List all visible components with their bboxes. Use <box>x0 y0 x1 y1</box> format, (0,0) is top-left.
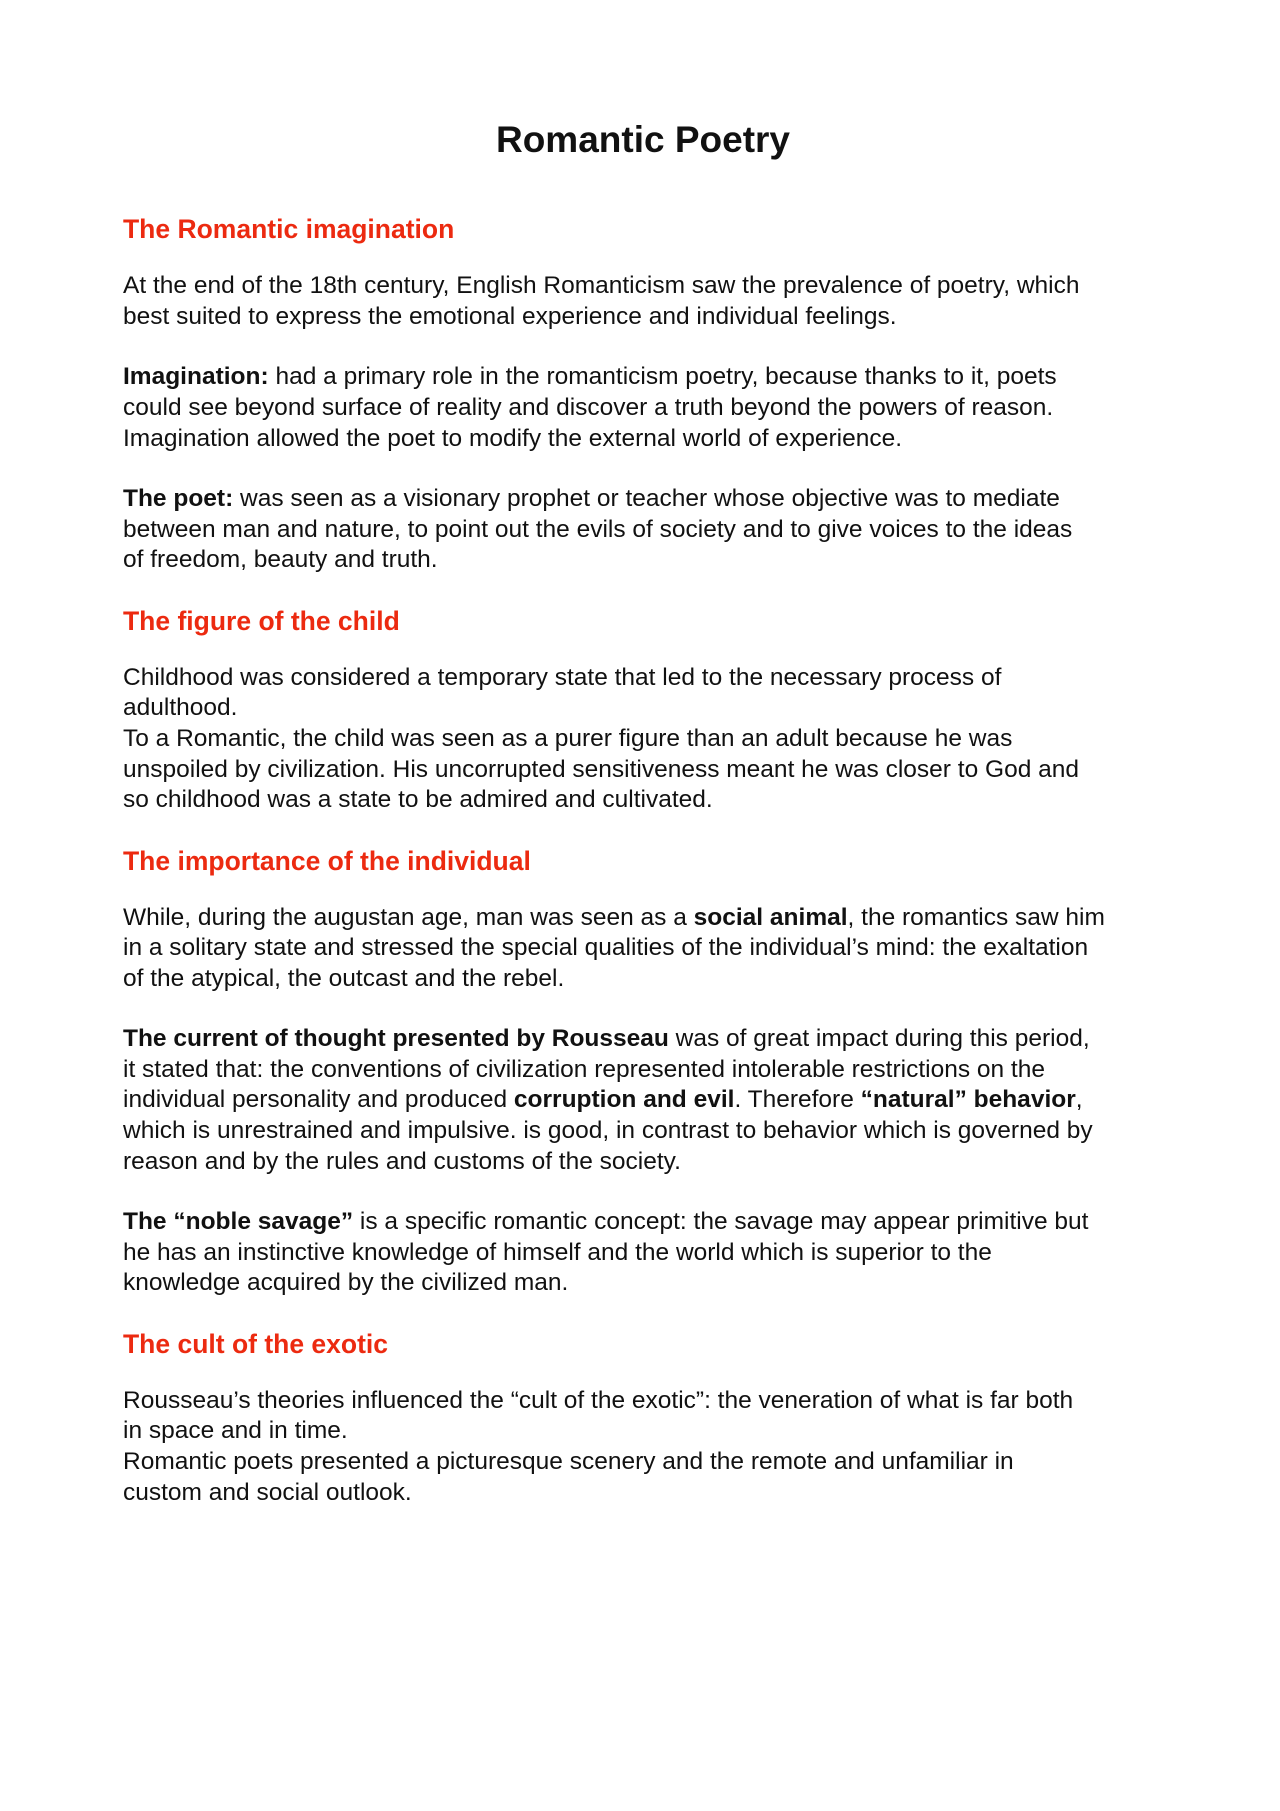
text-line <box>123 362 1183 393</box>
text-line: Imagination allowed the poet to modify the external world of experience. <box>123 424 903 452</box>
text-line <box>123 1207 1183 1238</box>
bold-run: social animal <box>693 903 848 931</box>
text-line: in a solitary state and stressed the special qualities of the individual’s mind: the exaltation <box>123 934 1089 962</box>
text-run: had a primary role in the romanticism poetry, because thanks to it, poets <box>268 363 1057 391</box>
text-line: it stated that: the conventions of civilization represented intolerable restrictions on the <box>123 1055 1045 1083</box>
paragraph-childhood <box>123 663 1183 816</box>
text-line: of freedom, beauty and truth. <box>123 546 438 574</box>
paragraph-poet <box>123 484 1183 576</box>
paragraph-rousseau <box>123 1024 1183 1177</box>
text-line: best suited to express the emotional experience and individual feelings. <box>123 302 897 330</box>
text-line: At the end of the 18th century, English Romanticism saw the prevalence of poetry, which <box>123 272 1080 300</box>
text-line: so childhood was a state to be admired and cultivated. <box>123 786 713 814</box>
text-line: custom and social outlook. <box>123 1478 412 1506</box>
text-line: he has an instinctive knowledge of himself and the world which is superior to the <box>123 1238 992 1266</box>
text-line: adulthood. <box>123 694 238 722</box>
document-title: Romantic Poetry <box>495 119 790 160</box>
paragraph-noble-savage <box>123 1207 1183 1299</box>
text-run: While, during the augustan age, man was seen as a <box>123 903 694 931</box>
text-line: Childhood was considered a temporary state that led to the necessary process of <box>123 663 1002 691</box>
text-line: knowledge acquired by the civilized man. <box>123 1269 569 1297</box>
bold-lead: The poet: <box>123 485 234 513</box>
text-run: was seen as a visionary prophet or teacher whose objective was to mediate <box>233 485 1060 513</box>
text-line: To a Romantic, the child was seen as a purer figure than an adult because he was <box>123 724 1013 752</box>
text-run: is a specific romantic concept: the savage may appear primitive but <box>353 1208 1089 1236</box>
document-page <box>123 118 1183 1538</box>
text-run: , <box>1075 1086 1083 1114</box>
text-line: which is unrestrained and impulsive. is good, in contrast to behavior which is governed by <box>123 1117 1093 1145</box>
text-line: of the atypical, the outcast and the rebel. <box>123 964 565 992</box>
text-run: , the romantics saw him <box>847 903 1105 931</box>
bold-run: “natural” behavior <box>860 1086 1076 1114</box>
text-line: reason and by the rules and customs of the society. <box>123 1147 681 1175</box>
paragraph-imagination <box>123 362 1183 454</box>
text-line: Rousseau’s theories influenced the “cult of the exotic”: the veneration of what is far both <box>123 1386 1074 1414</box>
text-line <box>123 484 1183 515</box>
text-line <box>123 903 1183 934</box>
text-line: between man and nature, to point out the evils of society and to give voices to the ideas <box>123 515 1073 543</box>
bold-lead: The “noble savage” <box>123 1208 354 1236</box>
text-line: unspoiled by civilization. His uncorrupted sensitiveness meant he was closer to God and <box>123 755 1080 783</box>
section-heading-importance-individual: The importance of the individual <box>123 845 531 876</box>
text-run: individual personality and produced <box>123 1086 514 1114</box>
text-line: could see beyond surface of reality and discover a truth beyond the powers of reason. <box>123 393 1054 421</box>
section-heading-figure-of-child: The figure of the child <box>123 605 400 636</box>
text-line: Romantic poets presented a picturesque scenery and the remote and unfamiliar in <box>123 1448 1014 1476</box>
text-run: . Therefore <box>734 1086 861 1114</box>
paragraph-intro <box>123 271 1183 332</box>
bold-lead: The current of thought presented by Rousseau <box>123 1025 669 1053</box>
paragraph-exotic <box>123 1386 1183 1508</box>
bold-lead: Imagination: <box>123 363 269 391</box>
text-line <box>123 1024 1183 1055</box>
bold-run: corruption and evil <box>513 1086 735 1114</box>
section-heading-romantic-imagination: The Romantic imagination <box>123 214 455 245</box>
section-heading-cult-of-exotic: The cult of the exotic <box>123 1329 389 1360</box>
text-run: was of great impact during this period, <box>668 1025 1090 1053</box>
text-line: in space and in time. <box>123 1417 348 1445</box>
text-line <box>123 1085 1183 1116</box>
paragraph-augustan-age <box>123 903 1183 995</box>
